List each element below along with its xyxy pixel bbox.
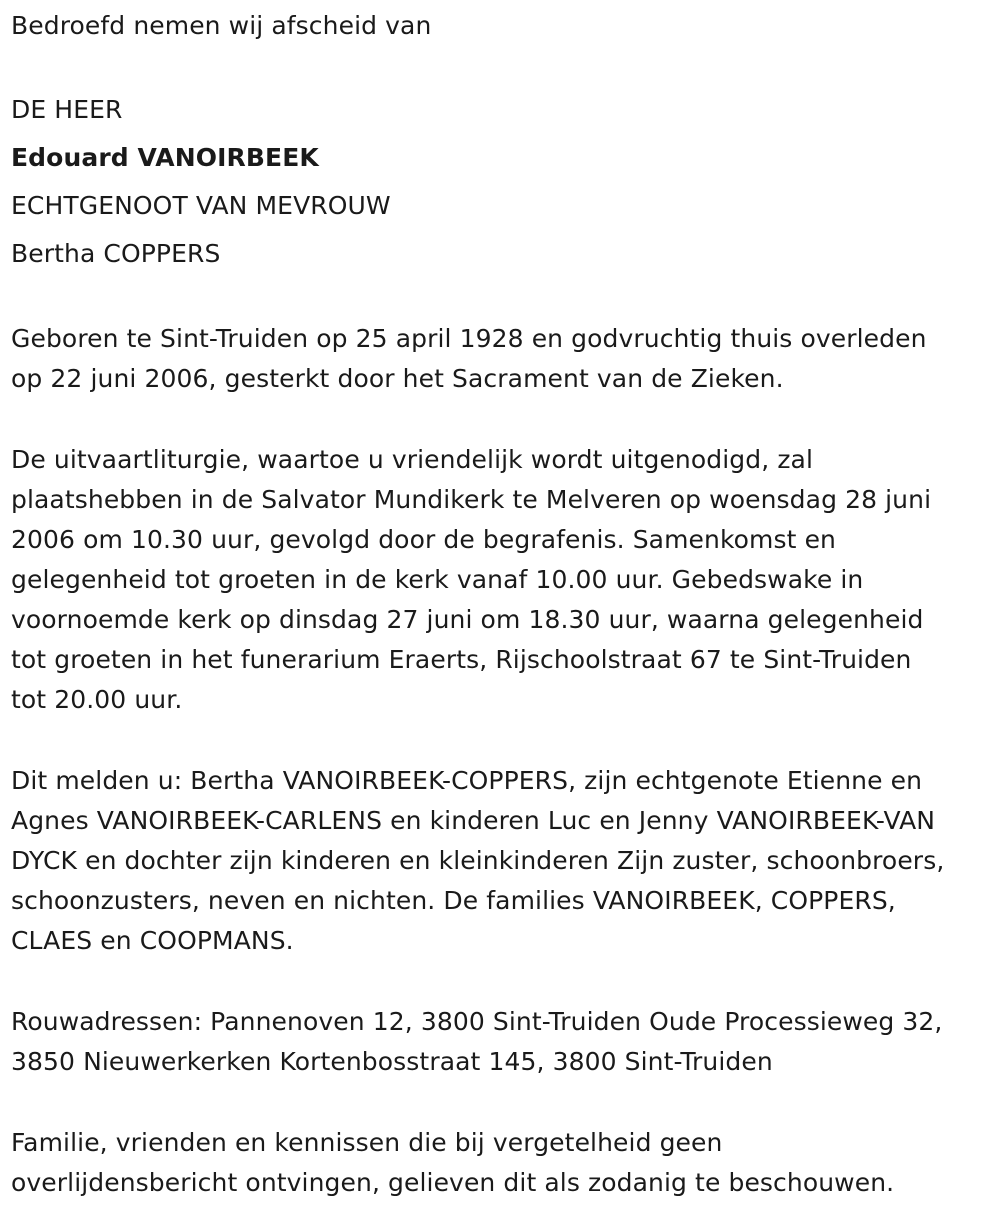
addresses-paragraph bbox=[11, 1002, 996, 1082]
text-line: plaatshebben in de Salvator Mundikerk te Melveren op woensdag 28 juni bbox=[11, 485, 932, 514]
obituary-document bbox=[11, 0, 996, 1203]
text-line: schoonzusters, neven en nichten. De families VANOIRBEEK, COPPERS, bbox=[11, 886, 896, 915]
text-line: 3850 Nieuwerkerken Kortenbosstraat 145, 3800 Sint-Truiden bbox=[11, 1047, 773, 1076]
text-line: 2006 om 10.30 uur, gevolgd door de begrafenis. Samenkomst en bbox=[11, 525, 837, 554]
intro-text: Bedroefd nemen wij afscheid van bbox=[11, 11, 432, 40]
funeral-paragraph bbox=[11, 440, 996, 720]
text-line: De uitvaartliturgie, waartoe u vriendelijk wordt uitgenodigd, zal bbox=[11, 445, 814, 474]
text-line: tot 20.00 uur. bbox=[11, 685, 183, 714]
deceased-name: Edouard VANOIRBEEK bbox=[11, 143, 319, 172]
announcement-paragraph bbox=[11, 761, 996, 961]
text-line: Agnes VANOIRBEEK-CARLENS en kinderen Luc en Jenny VANOIRBEEK-VAN bbox=[11, 806, 936, 835]
text-line: CLAES en COOPMANS. bbox=[11, 926, 294, 955]
text-line: Rouwadressen: Pannenoven 12, 3800 Sint-Truiden Oude Processieweg 32, bbox=[11, 1007, 943, 1036]
text-line: op 22 juni 2006, gesterkt door het Sacrament van de Zieken. bbox=[11, 364, 784, 393]
text-line: DYCK en dochter zijn kinderen en kleinkinderen Zijn zuster, schoonbroers, bbox=[11, 846, 945, 875]
closing-paragraph bbox=[11, 1123, 996, 1203]
text-line: tot groeten in het funerarium Eraerts, Rijschoolstraat 67 te Sint-Truiden bbox=[11, 645, 912, 674]
spouse-name: Bertha COPPERS bbox=[11, 239, 221, 268]
text-line: voornoemde kerk op dinsdag 27 juni om 18.30 uur, waarna gelegenheid bbox=[11, 605, 924, 634]
relation-line: ECHTGENOOT VAN MEVROUW bbox=[11, 191, 391, 220]
salutation: DE HEER bbox=[11, 95, 123, 124]
text-line: overlijdensbericht ontvingen, gelieven dit als zodanig te beschouwen. bbox=[11, 1168, 895, 1197]
text-line: Geboren te Sint-Truiden op 25 april 1928 en godvruchtig thuis overleden bbox=[11, 324, 927, 353]
deceased-heading bbox=[11, 86, 996, 278]
text-line: gelegenheid tot groeten in de kerk vanaf 10.00 uur. Gebedswake in bbox=[11, 565, 864, 594]
birth-death-paragraph bbox=[11, 319, 996, 399]
text-line: Familie, vrienden en kennissen die bij vergetelheid geen bbox=[11, 1128, 723, 1157]
text-line: Dit melden u: Bertha VANOIRBEEK-COPPERS, zijn echtgenote Etienne en bbox=[11, 766, 923, 795]
